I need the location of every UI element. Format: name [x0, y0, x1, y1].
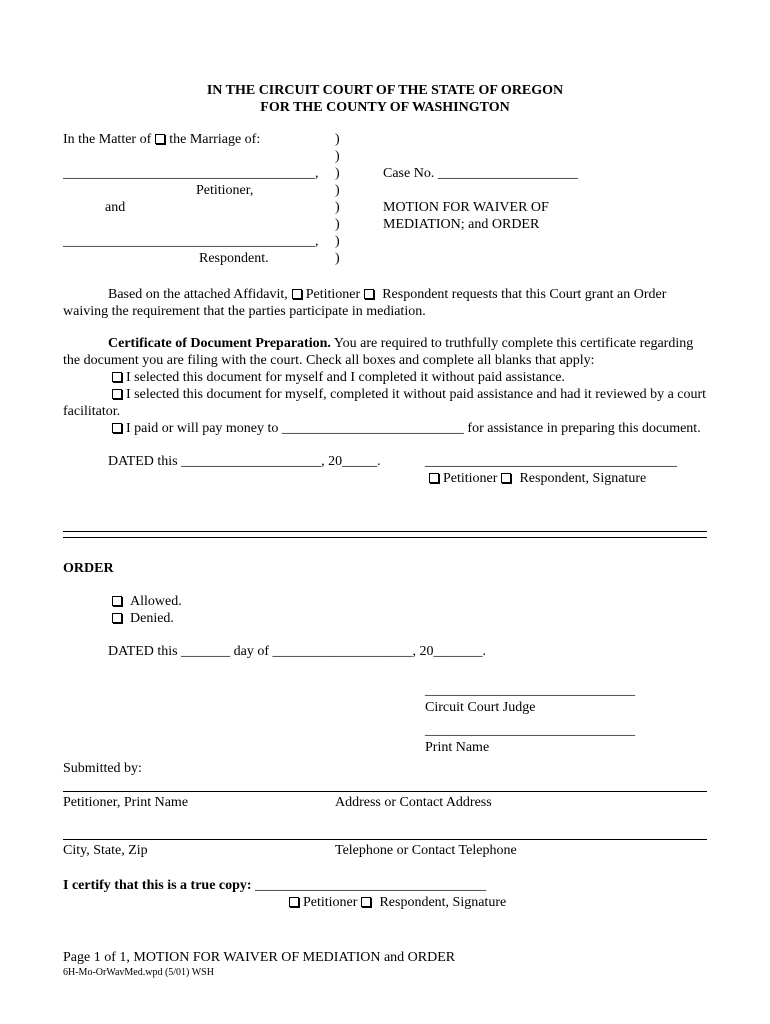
- case-caption: [63, 131, 707, 267]
- denied-label: Denied.: [130, 611, 174, 626]
- petitioner-option-label: Petitioner: [303, 895, 358, 910]
- court-header-line2: FOR THE COUNTY OF WASHINGTON: [260, 100, 510, 115]
- checkbox-icon[interactable]: [112, 423, 122, 433]
- motion-paragraph: [63, 286, 707, 320]
- checkbox-icon[interactable]: [112, 389, 122, 399]
- address-label: Address or Contact Address: [335, 795, 492, 810]
- payee-name-blank[interactable]: __________________________: [281, 421, 464, 436]
- motion-text: Based on the attached Affidavit,: [108, 287, 288, 302]
- footer-title: Page 1 of 1, MOTION FOR WAIVER OF MEDIATION and ORDER: [63, 950, 456, 965]
- petitioner-name-blank[interactable]: ____________________________________,: [63, 166, 319, 181]
- caption-paren: ): [335, 234, 340, 249]
- matter-line: [63, 131, 335, 148]
- doc-title-line1: MOTION FOR WAIVER OF: [383, 200, 549, 215]
- city-state-zip-label: City, State, Zip: [63, 843, 148, 858]
- certificate-item-1-label: I selected this document for myself and I completed it without paid assistance.: [126, 370, 565, 385]
- section-divider-line: [63, 531, 707, 538]
- checkbox-icon[interactable]: [112, 596, 122, 606]
- judge-signature-label: Circuit Court Judge: [425, 700, 536, 715]
- caption-paren: ): [335, 132, 340, 147]
- page-footer: [63, 949, 707, 979]
- certify-label: I certify that this is a true copy:: [63, 878, 252, 893]
- caption-paren: ): [335, 251, 340, 266]
- caption-paren: ): [335, 217, 340, 232]
- signature-label: [425, 470, 677, 487]
- caption-paren: ): [335, 183, 340, 198]
- certify-line: [63, 877, 707, 894]
- petitioner-printname-label: Petitioner, Print Name: [63, 795, 189, 810]
- doc-title-line2: MEDIATION; and ORDER: [383, 217, 540, 232]
- petitioner-option-label: Petitioner: [443, 471, 498, 486]
- judge-printname-label: Print Name: [425, 740, 490, 755]
- order-heading: ORDER: [63, 561, 114, 576]
- contact-label-row-1: [63, 794, 707, 811]
- footer-form-number: 6H-Mo-OrWavMed.wpd (5/01) WSH: [63, 967, 214, 978]
- submitted-by-label: Submitted by:: [63, 761, 142, 776]
- motion-dated-row: [63, 453, 707, 487]
- certificate-paragraph: [63, 335, 707, 369]
- order-option-allowed: [63, 593, 707, 610]
- checkbox-icon[interactable]: [112, 372, 122, 382]
- caption-paren: ): [335, 149, 340, 164]
- respondent-name-blank[interactable]: ____________________________________,: [63, 234, 319, 249]
- checkbox-icon[interactable]: [155, 134, 165, 144]
- signature-blank[interactable]: ____________________________________: [425, 454, 677, 469]
- caption-paren: ): [335, 166, 340, 181]
- judge-signature-block: [425, 682, 707, 756]
- checkbox-icon[interactable]: [112, 613, 122, 623]
- matter-prefix: In the Matter of: [63, 132, 152, 147]
- certify-signature-label: [285, 894, 707, 911]
- write-in-line[interactable]: [63, 791, 707, 792]
- certificate-body: You are required to truthfully complete this certificate regarding the document you are filing with the court. Check all boxes and complete all blanks that apply:: [63, 336, 694, 368]
- checkbox-icon[interactable]: [289, 897, 299, 907]
- certificate-item-3: [63, 420, 707, 437]
- telephone-label: Telephone or Contact Telephone: [335, 843, 517, 858]
- respondent-signature-label: Respondent, Signature: [519, 471, 647, 486]
- case-number-blank[interactable]: ____________________: [437, 166, 578, 181]
- certify-signature-blank[interactable]: _________________________________: [255, 878, 487, 893]
- certificate-heading: Certificate of Document Preparation.: [108, 336, 331, 351]
- order-options: [63, 593, 707, 627]
- court-header-line1: IN THE CIRCUIT COURT OF THE STATE OF OREGON: [206, 83, 564, 98]
- motion-text: Respondent requests that this Court grant an Order waiving the requirement that the parties participate in mediation.: [63, 287, 667, 319]
- checkbox-icon[interactable]: [364, 289, 374, 299]
- certificate-item-3-label-end: for assistance in preparing this document.: [467, 421, 701, 436]
- allowed-label: Allowed.: [130, 594, 182, 609]
- judge-signature-blank[interactable]: ______________________________: [425, 683, 635, 698]
- case-number-line: [383, 165, 707, 182]
- matter-suffix: the Marriage of:: [169, 132, 261, 147]
- respondent-caption-label: Respondent.: [199, 251, 269, 266]
- checkbox-icon[interactable]: [361, 897, 371, 907]
- contact-label-row-2: [63, 842, 707, 859]
- and-label: and: [105, 200, 126, 215]
- order-dated-line[interactable]: DATED this _______ day of ____________________, 20_______.: [108, 644, 486, 659]
- checkbox-icon[interactable]: [501, 473, 511, 483]
- motion-signature-block: [425, 453, 677, 487]
- caption-paren: ): [335, 200, 340, 215]
- certificate-item-3-label: I paid or will pay money to: [126, 421, 279, 436]
- certificate-item-2-label: I selected this document for myself, completed it without paid assistance and had it reviewed by a court facilitator.: [63, 387, 707, 419]
- order-option-denied: [63, 610, 707, 627]
- court-header: [63, 82, 707, 116]
- certificate-item-2: [63, 386, 707, 420]
- petitioner-caption-label: Petitioner,: [196, 183, 254, 198]
- judge-printname-blank[interactable]: ______________________________: [425, 723, 635, 738]
- checkbox-icon[interactable]: [429, 473, 439, 483]
- case-no-label: Case No.: [383, 166, 435, 181]
- certificate-item-1: [63, 369, 707, 386]
- write-in-line[interactable]: [63, 839, 707, 840]
- motion-dated-line[interactable]: DATED this ____________________, 20_____.: [108, 454, 381, 469]
- checkbox-icon[interactable]: [292, 289, 302, 299]
- petitioner-option-label: Petitioner: [305, 287, 361, 302]
- respondent-signature-label: Respondent, Signature: [379, 895, 507, 910]
